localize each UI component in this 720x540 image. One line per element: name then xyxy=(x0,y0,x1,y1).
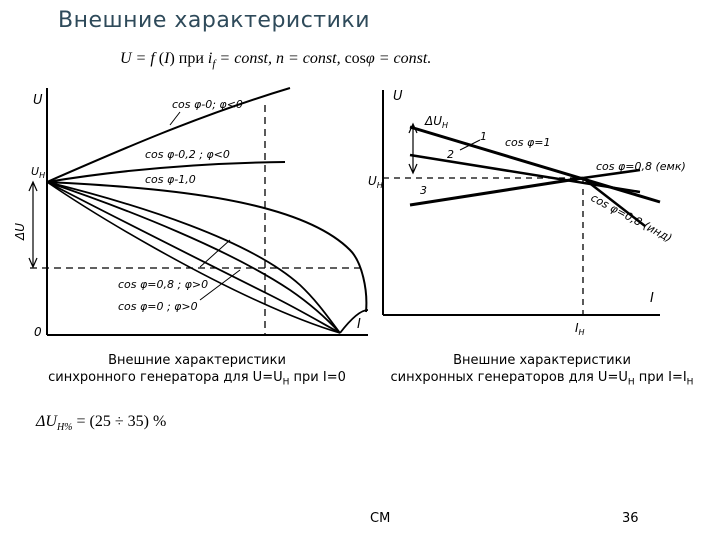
formula-cond3-fn: cos xyxy=(344,50,366,67)
svg-text:IН xyxy=(575,321,585,337)
caption-left xyxy=(22,352,372,392)
formula-word: при xyxy=(178,50,204,67)
formula-cond1-sub: f xyxy=(212,58,216,71)
slide-title: Внешние характеристики xyxy=(58,8,370,33)
right-line-3 xyxy=(410,178,583,205)
left-axis-x-end: I xyxy=(357,317,361,332)
right-axis-un-sub: Н xyxy=(376,181,383,190)
left-curve-label-2: cos φ-1,0 xyxy=(145,173,196,186)
formula-cond2: n = const, xyxy=(276,50,341,67)
footer-label: СМ xyxy=(370,511,391,526)
svg-text:UН xyxy=(368,174,383,190)
left-axis-delta: ΔU xyxy=(13,223,27,240)
formula-arg: I xyxy=(164,50,170,67)
delta-rhs: = (25 ÷ 35) % xyxy=(72,413,167,430)
caption-right-sub2: Н xyxy=(686,377,694,388)
delta-sub: Н% xyxy=(56,422,73,434)
right-curve-number-2: 2 xyxy=(447,148,454,161)
right-axis-y: U xyxy=(393,89,403,104)
left-axis-y: U xyxy=(33,93,43,108)
right-axis-in-sub: Н xyxy=(578,328,585,337)
caption-right-sub: Н xyxy=(627,377,635,388)
right-curve-label-1: cos φ=1 xyxy=(505,136,551,149)
formula-cond3: φ = const. xyxy=(365,50,432,67)
left-curve-label-3: cos φ=0,8 ; φ>0 xyxy=(118,278,209,291)
caption-right xyxy=(372,352,712,392)
right-axis-un: U xyxy=(368,174,377,188)
right-axis-x: I xyxy=(650,291,654,306)
left-axis-un: U xyxy=(31,165,40,178)
left-origin: 0 xyxy=(34,325,42,339)
caption-left-sub: Н xyxy=(282,377,290,388)
right-axis-delta-sub: Н xyxy=(442,121,449,130)
caption-right-line2-mid: при I=I xyxy=(634,370,687,385)
delta-formula xyxy=(36,413,166,433)
delta-symbol: ΔU xyxy=(36,413,57,430)
svg-text:ΔUН xyxy=(424,114,448,130)
right-curve-label-ind: cos φ=0,8 (инд) xyxy=(588,191,675,245)
right-axis-delta: ΔU xyxy=(425,114,442,128)
caption-left-line2: синхронного генератора для U=U xyxy=(48,370,283,385)
page-number: 36 xyxy=(622,511,639,526)
right-curve-number-1: 1 xyxy=(480,130,487,143)
formula-cond1-rest: = const, xyxy=(215,50,272,67)
formula-line: U = f (I) при $i_f$ = const, n = const, cosφ = const. xyxy=(120,50,432,71)
left-curve-label-1: cos φ-0,2 ; φ<0 xyxy=(145,148,230,161)
left-axis-un-sub: Н xyxy=(39,171,46,180)
caption-right-line2: синхронных генераторов для U=U xyxy=(390,370,628,385)
right-curve-number-3: 3 xyxy=(420,184,427,197)
caption-right-line1: Внешние характеристики xyxy=(453,353,631,368)
right-axis-in: I xyxy=(575,321,579,335)
caption-left-line2-post: при I=0 xyxy=(289,370,346,385)
right-curve-label-cap: cos φ=0,8 (емк) xyxy=(596,160,686,173)
left-curve-label-0: cos φ-0; φ<0 xyxy=(172,98,243,111)
left-curve-label-4: cos φ=0 ; φ>0 xyxy=(118,300,198,313)
caption-left-line1: Внешние характеристики xyxy=(108,353,286,368)
formula-lhs: U = f xyxy=(120,50,155,67)
formula-cond1: i xyxy=(207,50,213,67)
